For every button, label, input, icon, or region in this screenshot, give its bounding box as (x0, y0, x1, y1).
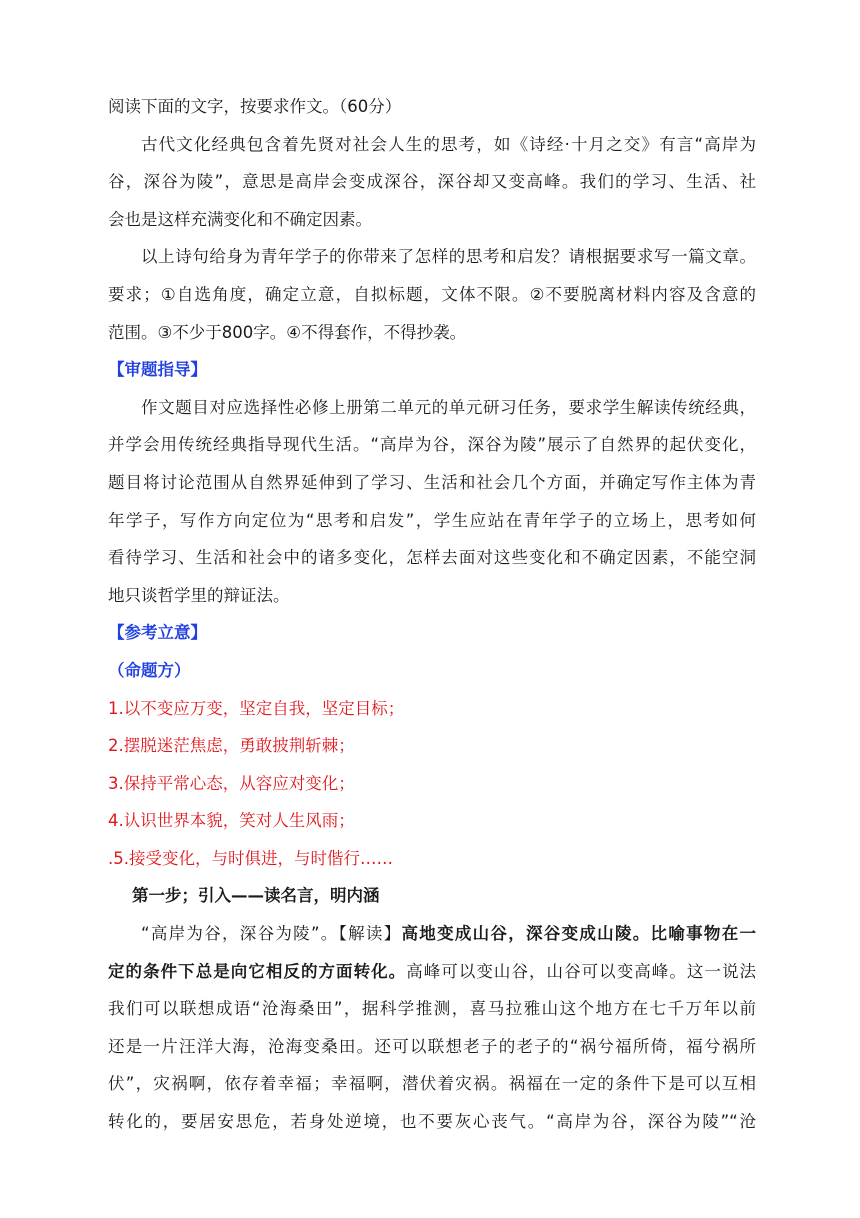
analysis-bold-2: 定的条件下总是向它相反的方面转化。 (108, 961, 407, 981)
requirement-line-2: 要求；①自选角度，确定立意，自拟标题，文体不限。②不要脱离材料内容及含意的 (108, 284, 756, 304)
analysis-bold-1: 高地变成山谷，深谷变成山陵。比喻事物在一 (401, 924, 756, 944)
theme-point-3: 3.保持平常心态，从容应对变化； (108, 773, 355, 793)
theme-point-5: .5.接受变化，与时俱进，与时偕行…… (108, 848, 393, 868)
material-line-2: 谷，深谷为陵”，意思是高岸会变成深谷，深谷却又变高峰。我们的学习、生活、社 (108, 172, 756, 192)
requirement-line-1: 以上诗句给身为青年学子的你带来了怎样的思考和启发？请根据要求写一篇文章。 (141, 247, 756, 267)
heading-reference-theme: 【参考立意】 (108, 623, 207, 643)
guide-line-3: 题目将讨论范围从自然界延伸到了学习、生活和社会几个方面，并确定写作主体为青 (108, 472, 756, 492)
theme-point-4: 4.认识世界本貌，笑对人生风雨； (108, 811, 355, 831)
requirement-line-3: 范围。③不少于800字。④不得套作，不得抄袭。 (108, 322, 467, 342)
heading-setter: （命题方） (108, 660, 191, 680)
analysis-line-3: 我们可以联想成语“沧海桑田”，据科学推测，喜马拉雅山这个地方在七千万年以前 (108, 999, 756, 1019)
step-one-heading: 第一步；引入——读名言，明内涵 (132, 886, 380, 906)
analysis-quote: “高岸为谷，深谷为陵”。【解读】 (141, 924, 402, 944)
guide-line-5: 看待学习、生活和社会中的诸多变化，怎样去面对这些变化和不确定因素，不能空洞 (108, 548, 756, 568)
analysis-rest-2: 高峰可以变山谷，山谷可以变高峰。这一说法 (406, 961, 756, 981)
theme-point-2: 2.摆脱迷茫焦虑，勇敢披荆斩棘； (108, 736, 355, 756)
guide-line-4: 年学子，写作方向定位为“思考和启发”，学生应站在青年学子的立场上，思考如何 (108, 510, 756, 530)
prompt-instruction: 阅读下面的文字，按要求作文。（60分） (108, 97, 402, 116)
guide-line-1: 作文题目对应选择性必修上册第二单元的单元研习任务，要求学生解读传统经典， (141, 397, 756, 417)
document-body (108, 88, 756, 1141)
analysis-line-5: 伏”，灾祸啊，依存着幸福；幸福啊，潜伏着灾祸。祸福在一定的条件下是可以互相 (108, 1074, 756, 1094)
material-line-1: 古代文化经典包含着先贤对社会人生的思考，如《诗经·十月之交》有言“高岸为 (141, 134, 756, 154)
guide-line-2: 并学会用传统经典指导现代生活。“高岸为谷，深谷为陵”展示了自然界的起伏变化， (108, 435, 756, 455)
heading-topic-guide: 【审题指导】 (108, 360, 207, 380)
analysis-line-4: 还是一片汪洋大海，沧海变桑田。还可以联想老子的老子的“祸兮福所倚，福兮祸所 (108, 1036, 756, 1056)
analysis-line-6: 转化的，要居安思危，若身处逆境，也不要灰心丧气。“高岸为谷，深谷为陵”“沧 (108, 1112, 756, 1132)
theme-point-1: 1.以不变应万变，坚定自我，坚定目标； (108, 698, 405, 718)
guide-line-6: 地只谈哲学里的辩证法。 (108, 585, 290, 605)
material-line-3: 会也是这样充满变化和不确定因素。 (108, 209, 372, 229)
analysis-line-1 (108, 915, 756, 953)
analysis-line-2 (108, 953, 756, 991)
